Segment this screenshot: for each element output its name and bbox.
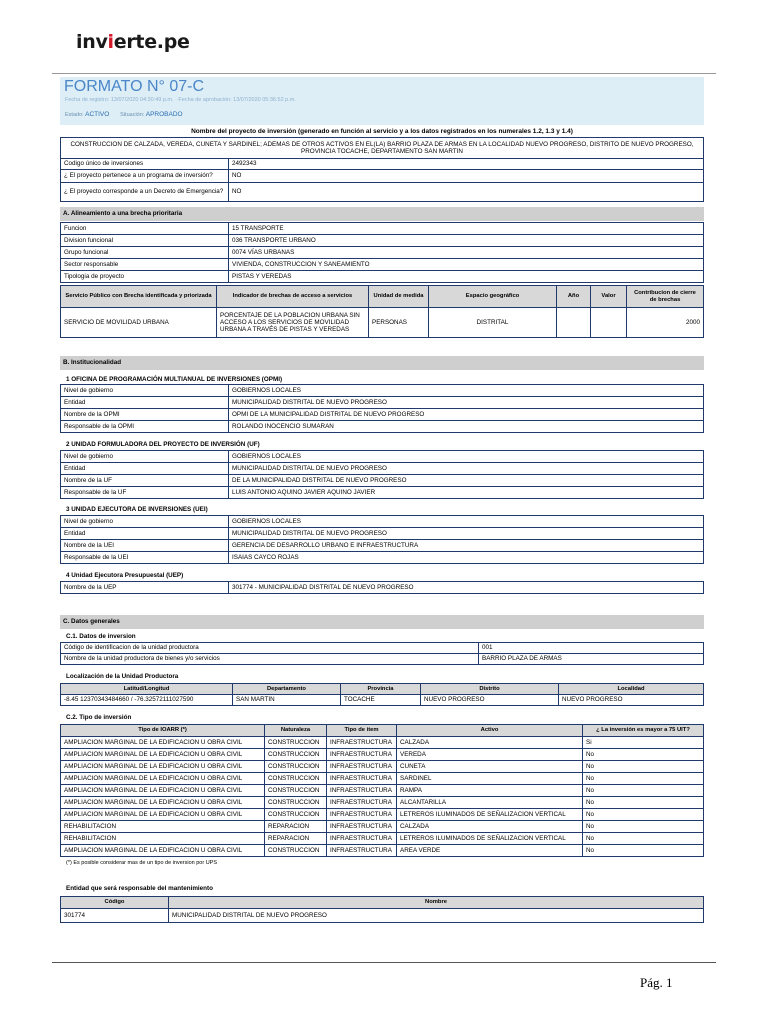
table-row bbox=[61, 582, 704, 594]
row-value: MUNICIPALIDAD DISTRITAL DE NUEVO PROGRESO bbox=[229, 528, 704, 540]
table-row bbox=[61, 421, 704, 433]
table-cell: CONSTRUCCION bbox=[265, 797, 327, 809]
table-cell: SAN MARTIN bbox=[233, 695, 341, 706]
column-header: Naturaleza bbox=[265, 725, 327, 737]
row-value: 0074 VÍAS URBANAS bbox=[229, 247, 704, 259]
row-value: NO bbox=[229, 183, 704, 202]
column-header: Unidad de medida bbox=[369, 286, 429, 308]
row-value: PISTAS Y VEREDAS bbox=[229, 271, 704, 283]
row-label: Entidad bbox=[61, 528, 229, 540]
row-value: MUNICIPALIDAD DISTRITAL DE NUEVO PROGRESO bbox=[229, 397, 704, 409]
column-header: Provincia bbox=[341, 684, 421, 695]
c2-note: (*) Es posible considerar mas de un tipo de inversion por UPS bbox=[66, 860, 218, 866]
column-header: Nombre bbox=[169, 897, 704, 909]
table-cell: REHABILITACION bbox=[61, 821, 265, 833]
uep-title: 4 Unidad Ejecutora Presupuestal (UEP) bbox=[66, 572, 184, 579]
table-row bbox=[61, 385, 704, 397]
table-row bbox=[61, 271, 704, 283]
table-row bbox=[61, 761, 704, 773]
table-cell: ALCANTARILLA bbox=[397, 797, 583, 809]
table-cell: CALZADA bbox=[397, 737, 583, 749]
table-cell: AMPLIACION MARGINAL DE LA EDIFICACION U OBRA CIVIL bbox=[61, 797, 265, 809]
column-header: Distrito bbox=[421, 684, 559, 695]
row-value: 15 TRANSPORTE bbox=[229, 223, 704, 235]
table-row bbox=[61, 809, 704, 821]
bottom-divider bbox=[52, 962, 716, 963]
table-cell: SERVICIO DE MOVILIDAD URBANA bbox=[61, 308, 217, 338]
uep-table bbox=[60, 581, 704, 594]
table-cell: TOCACHE bbox=[341, 695, 421, 706]
c2-table bbox=[60, 724, 704, 857]
table-row bbox=[61, 170, 704, 183]
column-header: Localidad bbox=[559, 684, 704, 695]
table-row bbox=[61, 516, 704, 528]
row-value: GOBIERNOS LOCALES bbox=[229, 516, 704, 528]
loc-title: Localización de la Unidad Productora bbox=[66, 673, 179, 680]
row-label: Entidad bbox=[61, 463, 229, 475]
table-row bbox=[61, 397, 704, 409]
row-value: 301774 - MUNICIPALIDAD DISTRITAL DE NUEVO PROGRESO bbox=[229, 582, 704, 594]
table-cell: -8.45 12370343484660 / -76.32572111027590 bbox=[61, 695, 233, 706]
table-cell: REHABILITACION bbox=[61, 833, 265, 845]
table-cell: AMPLIACION MARGINAL DE LA EDIFICACION U OBRA CIVIL bbox=[61, 785, 265, 797]
top-divider bbox=[52, 73, 716, 74]
table-cell: 2000 bbox=[627, 308, 704, 338]
section-b-band: B. Institucionalidad bbox=[60, 356, 704, 370]
row-label: Nivel de gobierno bbox=[61, 385, 229, 397]
table-cell: REPARACION bbox=[265, 821, 327, 833]
table-cell: CONSTRUCCION bbox=[265, 785, 327, 797]
table-row bbox=[61, 785, 704, 797]
table-cell: No bbox=[583, 845, 704, 857]
row-value: MUNICIPALIDAD DISTRITAL DE NUEVO PROGRESO bbox=[229, 463, 704, 475]
uf-table bbox=[60, 450, 704, 499]
row-label: Nombre de la UEI bbox=[61, 540, 229, 552]
table-row bbox=[61, 773, 704, 785]
column-header: Valor bbox=[591, 286, 627, 308]
table-cell: INFRAESTRUCTURA bbox=[327, 845, 397, 857]
table-cell: No bbox=[583, 785, 704, 797]
table-cell: CUNETA bbox=[397, 761, 583, 773]
table-cell: No bbox=[583, 773, 704, 785]
invierte-logo: invierte.pe bbox=[76, 31, 190, 53]
row-label: Entidad bbox=[61, 397, 229, 409]
row-label: Nivel de gobierno bbox=[61, 516, 229, 528]
table-cell: AMPLIACION MARGINAL DE LA EDIFICACION U OBRA CIVIL bbox=[61, 749, 265, 761]
project-name-table bbox=[60, 137, 704, 159]
table-row bbox=[61, 259, 704, 271]
c1-title: C.1. Datos de inversion bbox=[66, 633, 136, 640]
table-cell: INFRAESTRUCTURA bbox=[327, 773, 397, 785]
form-dates: Fecha de registro: 13/07/2020 04:30:49 p.m. · Fecha de aprobación: 13/07/2020 05:36:52 p.m. bbox=[65, 97, 296, 103]
column-header: Servicio Público con Brecha identificada y priorizada bbox=[61, 286, 217, 308]
uf-title: 2 UNIDAD FORMULADORA DEL PROYECTO DE INVERSIÓN (UF) bbox=[66, 441, 260, 448]
project-info-table bbox=[60, 158, 704, 202]
page-number: Pág. 1 bbox=[640, 975, 673, 990]
column-header: Tipo de IOARR (*) bbox=[61, 725, 265, 737]
row-label: Tipologia de proyecto bbox=[61, 271, 229, 283]
table-cell: NUEVO PROGRESO bbox=[559, 695, 704, 706]
row-value: LUIS ANTONIO AQUINO JAVIER AQUINO JAVIER bbox=[229, 487, 704, 499]
section-c-band: C. Datos generales bbox=[60, 615, 704, 629]
row-value: 2492343 bbox=[229, 159, 704, 170]
table-cell: INFRAESTRUCTURA bbox=[327, 809, 397, 821]
uei-title: 3 UNIDAD EJECUTORA DE INVERSIONES (UEI) bbox=[66, 506, 208, 513]
table-cell: INFRAESTRUCTURA bbox=[327, 785, 397, 797]
table-cell: CONSTRUCCION bbox=[265, 845, 327, 857]
table-row bbox=[61, 797, 704, 809]
table-cell: No bbox=[583, 797, 704, 809]
row-value: GERENCIA DE DESARROLLO URBANO E INFRAESTRUCTURA bbox=[229, 540, 704, 552]
table-cell: AREA VERDE bbox=[397, 845, 583, 857]
mant-table bbox=[60, 896, 704, 923]
table-row bbox=[61, 223, 704, 235]
column-header: Departamento bbox=[233, 684, 341, 695]
table-row bbox=[61, 749, 704, 761]
row-value: BARRIO PLAZA DE ARMAS bbox=[479, 654, 704, 665]
column-header: Activo bbox=[397, 725, 583, 737]
brecha-table bbox=[60, 285, 704, 338]
table-row bbox=[61, 463, 704, 475]
table-row bbox=[61, 235, 704, 247]
row-value: ROLANDO INOCENCIO SUMARAN bbox=[229, 421, 704, 433]
row-label: ¿ El proyecto pertenece a un programa de inversión? bbox=[61, 170, 229, 183]
opmi-table bbox=[60, 384, 704, 433]
table-row bbox=[61, 487, 704, 499]
row-label: Nombre de la UF bbox=[61, 475, 229, 487]
row-label: ¿ El proyecto corresponde a un Decreto de Emergencia? bbox=[61, 183, 229, 202]
form-status: Estado: ACTIVO Situación: APROBADO bbox=[65, 111, 183, 118]
row-label: Nivel de gobierno bbox=[61, 451, 229, 463]
table-cell: AMPLIACION MARGINAL DE LA EDIFICACION U OBRA CIVIL bbox=[61, 737, 265, 749]
table-cell: LETREROS ILUMINADOS DE SEÑALIZACION VERTICAL bbox=[397, 833, 583, 845]
row-label: Nombre de la OPMI bbox=[61, 409, 229, 421]
row-value: GOBIERNOS LOCALES bbox=[229, 451, 704, 463]
table-cell: 301774 bbox=[61, 909, 169, 923]
table-cell: SARDINEL bbox=[397, 773, 583, 785]
table-cell: AMPLIACION MARGINAL DE LA EDIFICACION U OBRA CIVIL bbox=[61, 845, 265, 857]
table-cell: INFRAESTRUCTURA bbox=[327, 797, 397, 809]
row-value: VIVIENDA, CONSTRUCCION Y SANEAMIENTO bbox=[229, 259, 704, 271]
table-cell: INFRAESTRUCTURA bbox=[327, 761, 397, 773]
table-cell: INFRAESTRUCTURA bbox=[327, 833, 397, 845]
table-cell: PERSONAS bbox=[369, 308, 429, 338]
row-label: Nombre de la UEP bbox=[61, 582, 229, 594]
row-label: Division funcional bbox=[61, 235, 229, 247]
column-header: Tipo de item bbox=[327, 725, 397, 737]
table-cell: No bbox=[583, 809, 704, 821]
section-a-table bbox=[60, 222, 704, 283]
table-row bbox=[61, 183, 704, 202]
table-row bbox=[61, 833, 704, 845]
table-row bbox=[61, 643, 704, 654]
row-label: Codigo único de inversiones bbox=[61, 159, 229, 170]
column-header: Latitud/Longitud bbox=[61, 684, 233, 695]
table-row bbox=[61, 845, 704, 857]
table-row bbox=[61, 247, 704, 259]
column-header: Indicador de brechas de acceso a servicios bbox=[217, 286, 369, 308]
table-cell: NUEVO PROGRESO bbox=[421, 695, 559, 706]
table-cell: CONSTRUCCION bbox=[265, 761, 327, 773]
row-label: Grupo funcional bbox=[61, 247, 229, 259]
table-cell: AMPLIACION MARGINAL DE LA EDIFICACION U OBRA CIVIL bbox=[61, 773, 265, 785]
opmi-title: 1 OFICINA DE PROGRAMACIÓN MULTIANUAL DE INVERSIONES (OPMI) bbox=[66, 376, 283, 383]
table-row bbox=[61, 737, 704, 749]
table-row bbox=[61, 159, 704, 170]
column-header: Contribucion de cierre de brechas bbox=[627, 286, 704, 308]
row-value: ISAIAS CAYCO ROJAS bbox=[229, 552, 704, 564]
row-label: Responsable de la UEI bbox=[61, 552, 229, 564]
row-label: Código de identificacion de la unidad productora bbox=[61, 643, 479, 654]
table-cell: INFRAESTRUCTURA bbox=[327, 749, 397, 761]
column-header: Espacio geográfico bbox=[429, 286, 557, 308]
table-cell: CALZADA bbox=[397, 821, 583, 833]
table-cell: LETREROS ILUMINADOS DE SEÑALIZACION VERTICAL bbox=[397, 809, 583, 821]
column-header: Código bbox=[61, 897, 169, 909]
table-cell: DISTRITAL bbox=[429, 308, 557, 338]
row-value: GOBIERNOS LOCALES bbox=[229, 385, 704, 397]
table-cell: VEREDA bbox=[397, 749, 583, 761]
table-cell: Si bbox=[583, 737, 704, 749]
loc-table bbox=[60, 683, 704, 706]
table-row bbox=[61, 475, 704, 487]
table-cell: AMPLIACION MARGINAL DE LA EDIFICACION U OBRA CIVIL bbox=[61, 761, 265, 773]
table-row bbox=[61, 821, 704, 833]
table-cell: INFRAESTRUCTURA bbox=[327, 821, 397, 833]
project-name-label: Nombre del proyecto de inversión (generado en función al servicio y a los datos registrados en los numerales 1.2, 1.3 y 1.4) bbox=[191, 128, 573, 135]
table-cell: CONSTRUCCION bbox=[265, 749, 327, 761]
table-cell: CONSTRUCCION bbox=[265, 773, 327, 785]
c1-table bbox=[60, 642, 704, 665]
row-label: Responsable de la OPMI bbox=[61, 421, 229, 433]
table-cell: CONSTRUCCION bbox=[265, 809, 327, 821]
table-cell: No bbox=[583, 761, 704, 773]
row-value: OPMI DE LA MUNICIPALIDAD DISTRITAL DE NUEVO PROGRESO bbox=[229, 409, 704, 421]
form-title: FORMATO N° 07-C bbox=[64, 78, 205, 95]
table-row bbox=[61, 540, 704, 552]
table-cell bbox=[557, 308, 591, 338]
row-label: Sector responsable bbox=[61, 259, 229, 271]
table-cell: MUNICIPALIDAD DISTRITAL DE NUEVO PROGRESO bbox=[169, 909, 704, 923]
form-header bbox=[60, 77, 704, 125]
table-row bbox=[61, 528, 704, 540]
table-cell bbox=[591, 308, 627, 338]
row-label: Funcion bbox=[61, 223, 229, 235]
table-cell: INFRAESTRUCTURA bbox=[327, 737, 397, 749]
column-header: ¿ La inversión es mayor a 75 UIT? bbox=[583, 725, 704, 737]
table-row bbox=[61, 654, 704, 665]
row-value: NO bbox=[229, 170, 704, 183]
table-row bbox=[61, 409, 704, 421]
mant-title: Entidad que será responsable del mantenimiento bbox=[66, 885, 213, 892]
table-cell: PORCENTAJE DE LA POBLACION URBANA SIN ACCESO A LOS SERVICIOS DE MOVILIDAD URBANA A TRAVÉS DE PISTAS Y VEREDAS bbox=[217, 308, 369, 338]
row-label: Responsable de la UF bbox=[61, 487, 229, 499]
table-cell: RAMPA bbox=[397, 785, 583, 797]
table-cell: CONSTRUCCION bbox=[265, 737, 327, 749]
c2-title: C.2. Tipo de inversión bbox=[66, 714, 132, 721]
table-cell: REPARACION bbox=[265, 833, 327, 845]
column-header: Año bbox=[557, 286, 591, 308]
table-cell: No bbox=[583, 833, 704, 845]
table-cell: No bbox=[583, 749, 704, 761]
row-label: Nombre de la unidad productora de bienes y/o servicios bbox=[61, 654, 479, 665]
row-value: DE LA MUNICIPALIDAD DISTRITAL DE NUEVO PROGRESO bbox=[229, 475, 704, 487]
section-a-band: A. Alineamiento a una brecha prioritaria bbox=[60, 207, 704, 221]
row-value: 036 TRANSPORTE URBANO bbox=[229, 235, 704, 247]
table-cell: No bbox=[583, 821, 704, 833]
project-name: CONSTRUCCION DE CALZADA, VEREDA, CUNETA Y SARDINEL; ADEMAS DE OTROS ACTIVOS EN EL(LA) BARRIO PLAZA DE ARMAS EN LA LOCALIDAD NUEVO PROGRESO, DISTRITO DE NUEVO PROGRESO, PROVINCIA TOCACHE, DEPARTAMENTO SAN MARTIN bbox=[61, 138, 704, 159]
table-row bbox=[61, 451, 704, 463]
uei-table bbox=[60, 515, 704, 564]
table-cell: AMPLIACION MARGINAL DE LA EDIFICACION U OBRA CIVIL bbox=[61, 809, 265, 821]
table-row bbox=[61, 552, 704, 564]
row-value: 001 bbox=[479, 643, 704, 654]
